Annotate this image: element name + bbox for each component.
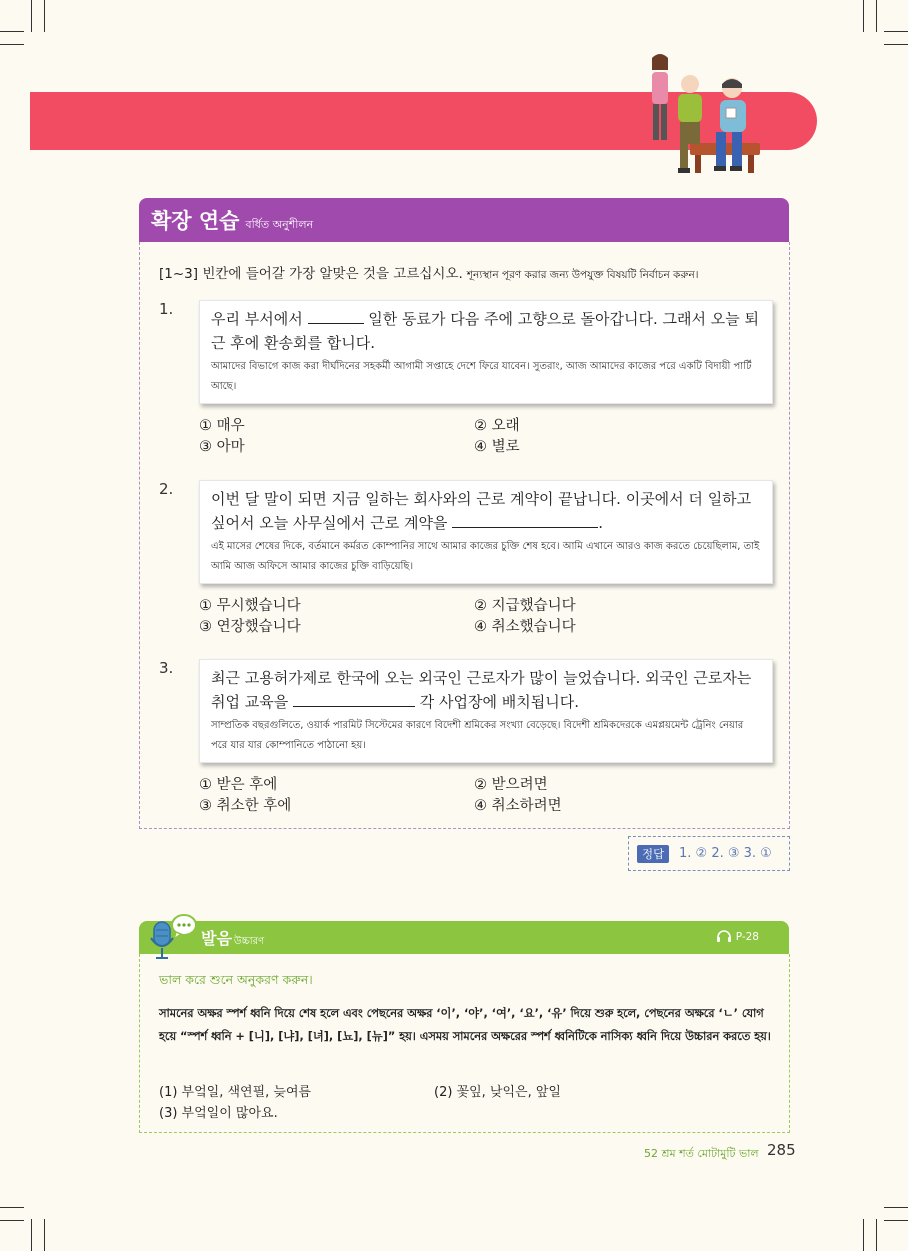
answer-key <box>628 836 790 871</box>
practice-section-header <box>139 198 789 242</box>
pronunciation-title <box>201 926 264 951</box>
people-illustration <box>640 48 770 178</box>
question-text <box>211 307 762 355</box>
answer-key-values: 1. ② 2. ③ 3. ① <box>679 846 772 861</box>
pronunciation-title-bengali: উচ্চারণ <box>233 936 265 947</box>
pronunciation-explanation: সামনের অক্ষর স্পর্শ ধ্বনি দিয়ে শেষ হলে এবং পেছনের অক্ষর ‘이’, ‘야’, ‘여’, ‘요’, ‘유’ দিয়ে শুরু হলে, পেছনের অক্ষরে ‘ㄴ’ যোগ হয়ে “স্পর্শ ধ্বনি + [니], [냐], [녀], [뇨], [뉴]” হয়। এসময় সামনের অক্ষরের স্পর্শ ধ্বনিটিকে নাসিক্য ধ্বনি দিয়ে উচ্চারন করতে হয়। <box>159 1007 771 1043</box>
crop-mark <box>884 44 908 45</box>
page-number: 285 <box>767 1141 796 1159</box>
question-text-after: . <box>598 514 603 532</box>
question-translation: আমাদের বিভাগে কাজ করা দীর্ঘদিনের সহকর্মী আগামী সপ্তাহে দেশে ফিরে যাবেন। সুতরাং, আজ আমাদের কাজের পরে একটি বিদায়ী পার্টি আছে। <box>211 361 752 392</box>
pronunciation-example: (1) 부엌일, 색연필, 늦여름 <box>159 1085 312 1100</box>
question-box <box>199 480 773 584</box>
pronunciation-heading: ভাল করে শুনে অনুকরণ করুন। <box>159 972 313 987</box>
audio-track[interactable] <box>716 930 759 943</box>
option[interactable]: ④ 별로 <box>474 439 520 455</box>
crop-mark <box>31 1219 32 1251</box>
question-number: 1. <box>159 300 174 318</box>
crop-mark <box>884 31 908 32</box>
answer-blank <box>293 692 415 707</box>
option[interactable]: ③ 연장했습니다 <box>199 619 301 635</box>
practice-section-title <box>151 205 313 235</box>
practice-title-bengali: বর্ধিত অনুশীলন <box>245 218 314 231</box>
option[interactable]: ① 받은 후에 <box>199 777 278 793</box>
option[interactable]: ③ 아마 <box>199 439 245 455</box>
crop-mark <box>0 1220 24 1221</box>
headphones-icon <box>716 930 732 942</box>
instruction-korean: [1~3] 빈칸에 들어갈 가장 알맞은 것을 고르십시오. <box>159 266 463 282</box>
crop-mark <box>0 31 24 32</box>
option[interactable]: ① 매우 <box>199 418 245 434</box>
option[interactable]: ③ 취소한 후에 <box>199 798 292 814</box>
crop-mark <box>44 1219 45 1251</box>
question-text <box>211 487 762 535</box>
crop-mark <box>44 0 45 32</box>
crop-mark <box>876 0 877 32</box>
instruction-bengali: শূন্যস্থান পূরণ করার জন্য উপযুক্ত বিষয়টি নির্বাচন করুন। <box>466 269 699 281</box>
pronunciation-example: (3) 부엌일이 많아요. <box>159 1106 278 1121</box>
option[interactable]: ② 지급했습니다 <box>474 598 576 614</box>
question-text-after: 일한 동료가 다음 주에 고향으로 돌아갑니다. 그래서 오늘 퇴근 후에 환송회를 합니다. <box>211 310 759 352</box>
crop-mark <box>31 0 32 32</box>
question-translation: এই মাসের শেষের দিকে, বর্তমানে কর্মরত কোম্পানির সাথে আমার কাজের চুক্তি শেষ হবে। আমি এখানে আরও কাজ করতে চেয়েছিলাম, তাই আমি আজ অফিসে আমার কাজের চুক্তি বাড়িয়েছি। <box>211 541 760 572</box>
pronunciation-section-header <box>139 921 789 954</box>
crop-mark <box>884 1220 908 1221</box>
question-number: 2. <box>159 480 174 498</box>
question-text <box>211 666 762 714</box>
question-box <box>199 300 773 404</box>
question-text-before: 최근 고용허가제로 한국에 오는 외국인 근로자가 많이 늘었습니다. 외국인 근로자는 취업 교육을 <box>211 669 752 711</box>
answer-blank <box>452 513 598 528</box>
crop-mark <box>876 1219 877 1251</box>
pronunciation-title-korean: 발음 <box>201 929 232 948</box>
question-text-before: 우리 부서에서 <box>211 310 303 328</box>
option[interactable]: ① 무시했습니다 <box>199 598 301 614</box>
question-translation: সাম্প্রতিক বছরগুলিতে, ওয়ার্ক পারমিট সিস্টেমের কারণে বিদেশী শ্রমিকের সংখ্যা বেড়েছে। বিদেশী শ্রমিকদেরকে এমপ্লয়মেন্ট ট্রেনিং নেয়ার পরে যার যার কোম্পানিতে পাঠানো হয়। <box>211 720 744 751</box>
crop-mark <box>884 1207 908 1208</box>
pronunciation-example: (2) 꽃잎, 낮익은, 앞일 <box>434 1085 561 1100</box>
audio-track-label: P-28 <box>735 931 759 943</box>
question-box <box>199 659 773 763</box>
instruction <box>159 262 698 285</box>
question-number: 3. <box>159 659 174 677</box>
crop-mark <box>863 0 864 32</box>
question-text-after: 각 사업장에 배치됩니다. <box>419 693 579 711</box>
crop-mark <box>0 1207 24 1208</box>
option[interactable]: ④ 취소했습니다 <box>474 619 576 635</box>
crop-mark <box>863 1219 864 1251</box>
question-text-before: 이번 달 말이 되면 지금 일하는 회사와의 근로 계약이 끝납니다. 이곳에서 더 일하고 싶어서 오늘 사무실에서 근로 계약을 <box>211 490 752 532</box>
option[interactable]: ④ 취소하려면 <box>474 798 562 814</box>
practice-title-korean: 확장 연습 <box>151 209 240 233</box>
answer-blank <box>308 309 364 324</box>
option[interactable]: ② 오래 <box>474 418 520 434</box>
answer-key-label: 정답 <box>637 845 669 863</box>
crop-mark <box>0 44 24 45</box>
option[interactable]: ② 받으려면 <box>474 777 548 793</box>
footer-title: 52 শ্রম শর্ত মোটামুটি ভাল <box>644 1147 759 1160</box>
